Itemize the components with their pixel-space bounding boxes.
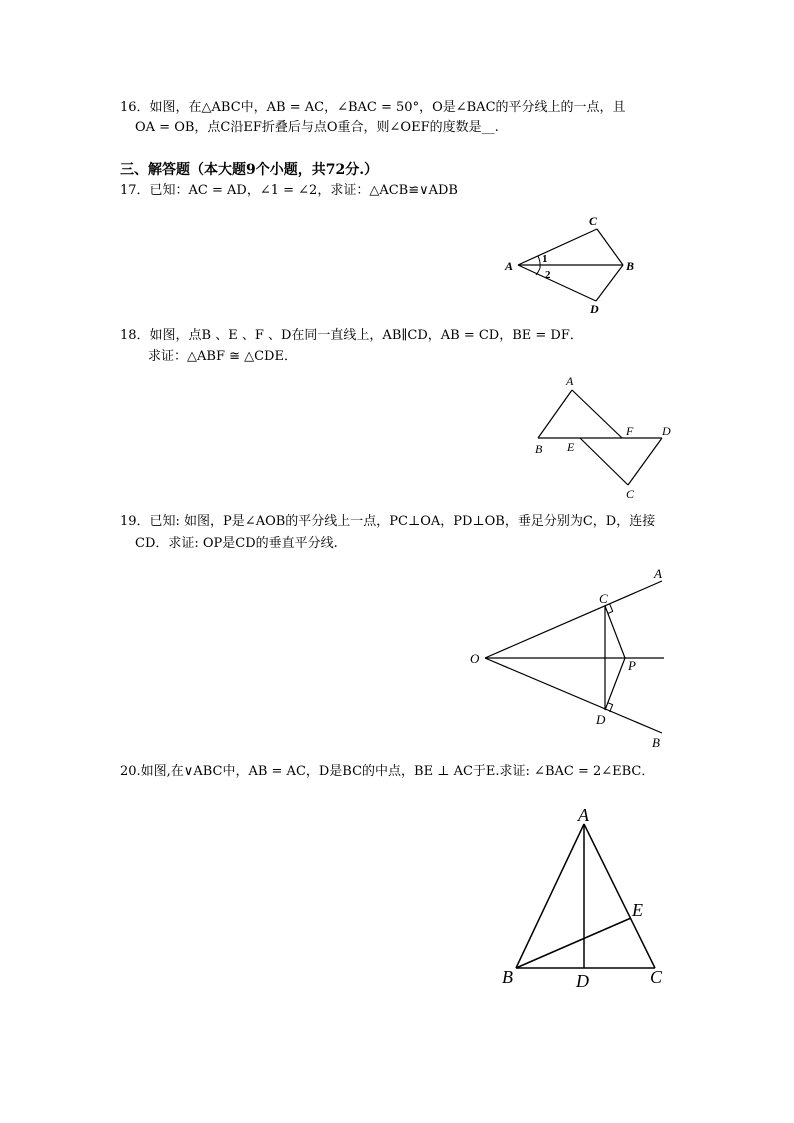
q19-label-b: B xyxy=(652,735,660,750)
q20-seg-ab xyxy=(516,824,584,968)
q20-seg-be xyxy=(516,918,631,968)
q17-label-angle1: 1 xyxy=(542,253,548,265)
section-heading: 三、解答题（本大题9个小题，共72分.） xyxy=(120,162,379,178)
q19-label-c: C xyxy=(599,591,608,606)
q16-line2: OA = OB，点C沿EF折叠后与点O重合，则∠OEF的度数是__. xyxy=(135,120,499,135)
q20-seg-ac xyxy=(584,824,655,968)
q18-label-c: C xyxy=(626,487,635,501)
q18-label-d: D xyxy=(662,424,671,438)
q18-label-b: B xyxy=(535,442,543,456)
q17-label-b: B xyxy=(626,259,635,273)
q19-label-a: A xyxy=(654,566,662,581)
q17-label-a: A xyxy=(505,259,514,273)
q20-label-e: E xyxy=(632,900,643,920)
q19-line1: 19．已知: 如图，P是∠AOB的平分线上一点，PC⊥OA，PD⊥OB，垂足分别为C，D，连接 xyxy=(120,514,656,529)
q20-line1: 20.如图,在∨ABC中，AB = AC，D是BC的中点，BE ⊥ AC于E.求证: ∠BAC = 2∠EBC． xyxy=(120,764,655,779)
q17-label-c: C xyxy=(589,214,598,228)
q17-label-angle2: 2 xyxy=(545,269,551,281)
q17-label-d: D xyxy=(590,302,599,316)
q18-line2: 求证：△ABF ≅ △CDE． xyxy=(148,349,297,364)
q19-label-o: O xyxy=(470,651,480,666)
q19-label-d: D xyxy=(596,712,606,727)
q18-label-a: A xyxy=(566,374,574,388)
q20-label-b: B xyxy=(502,967,513,987)
q16-line1: 16．如图，在△ABC中，AB = AC，∠BAC = 50°，O是∠BAC的平分线上的一点，且 xyxy=(120,100,626,115)
q19-line2: CD．求证: OP是CD的垂直平分线. xyxy=(135,536,338,551)
q20-label-d: D xyxy=(576,971,589,991)
q18-line1: 18．如图，点B 、E 、F 、D在同一直线上，AB∥CD，AB = CD，BE = DF． xyxy=(120,328,583,343)
q19-label-p: P xyxy=(628,658,636,673)
q18-label-f: F xyxy=(626,424,634,438)
q20-label-c: C xyxy=(650,967,663,987)
q17-line1: 17．已知：AC = AD，∠1 = ∠2，求证：△ACB≌∨ADB xyxy=(120,183,458,198)
q20-label-a: A xyxy=(578,805,589,825)
q18-label-e: E xyxy=(567,440,575,454)
